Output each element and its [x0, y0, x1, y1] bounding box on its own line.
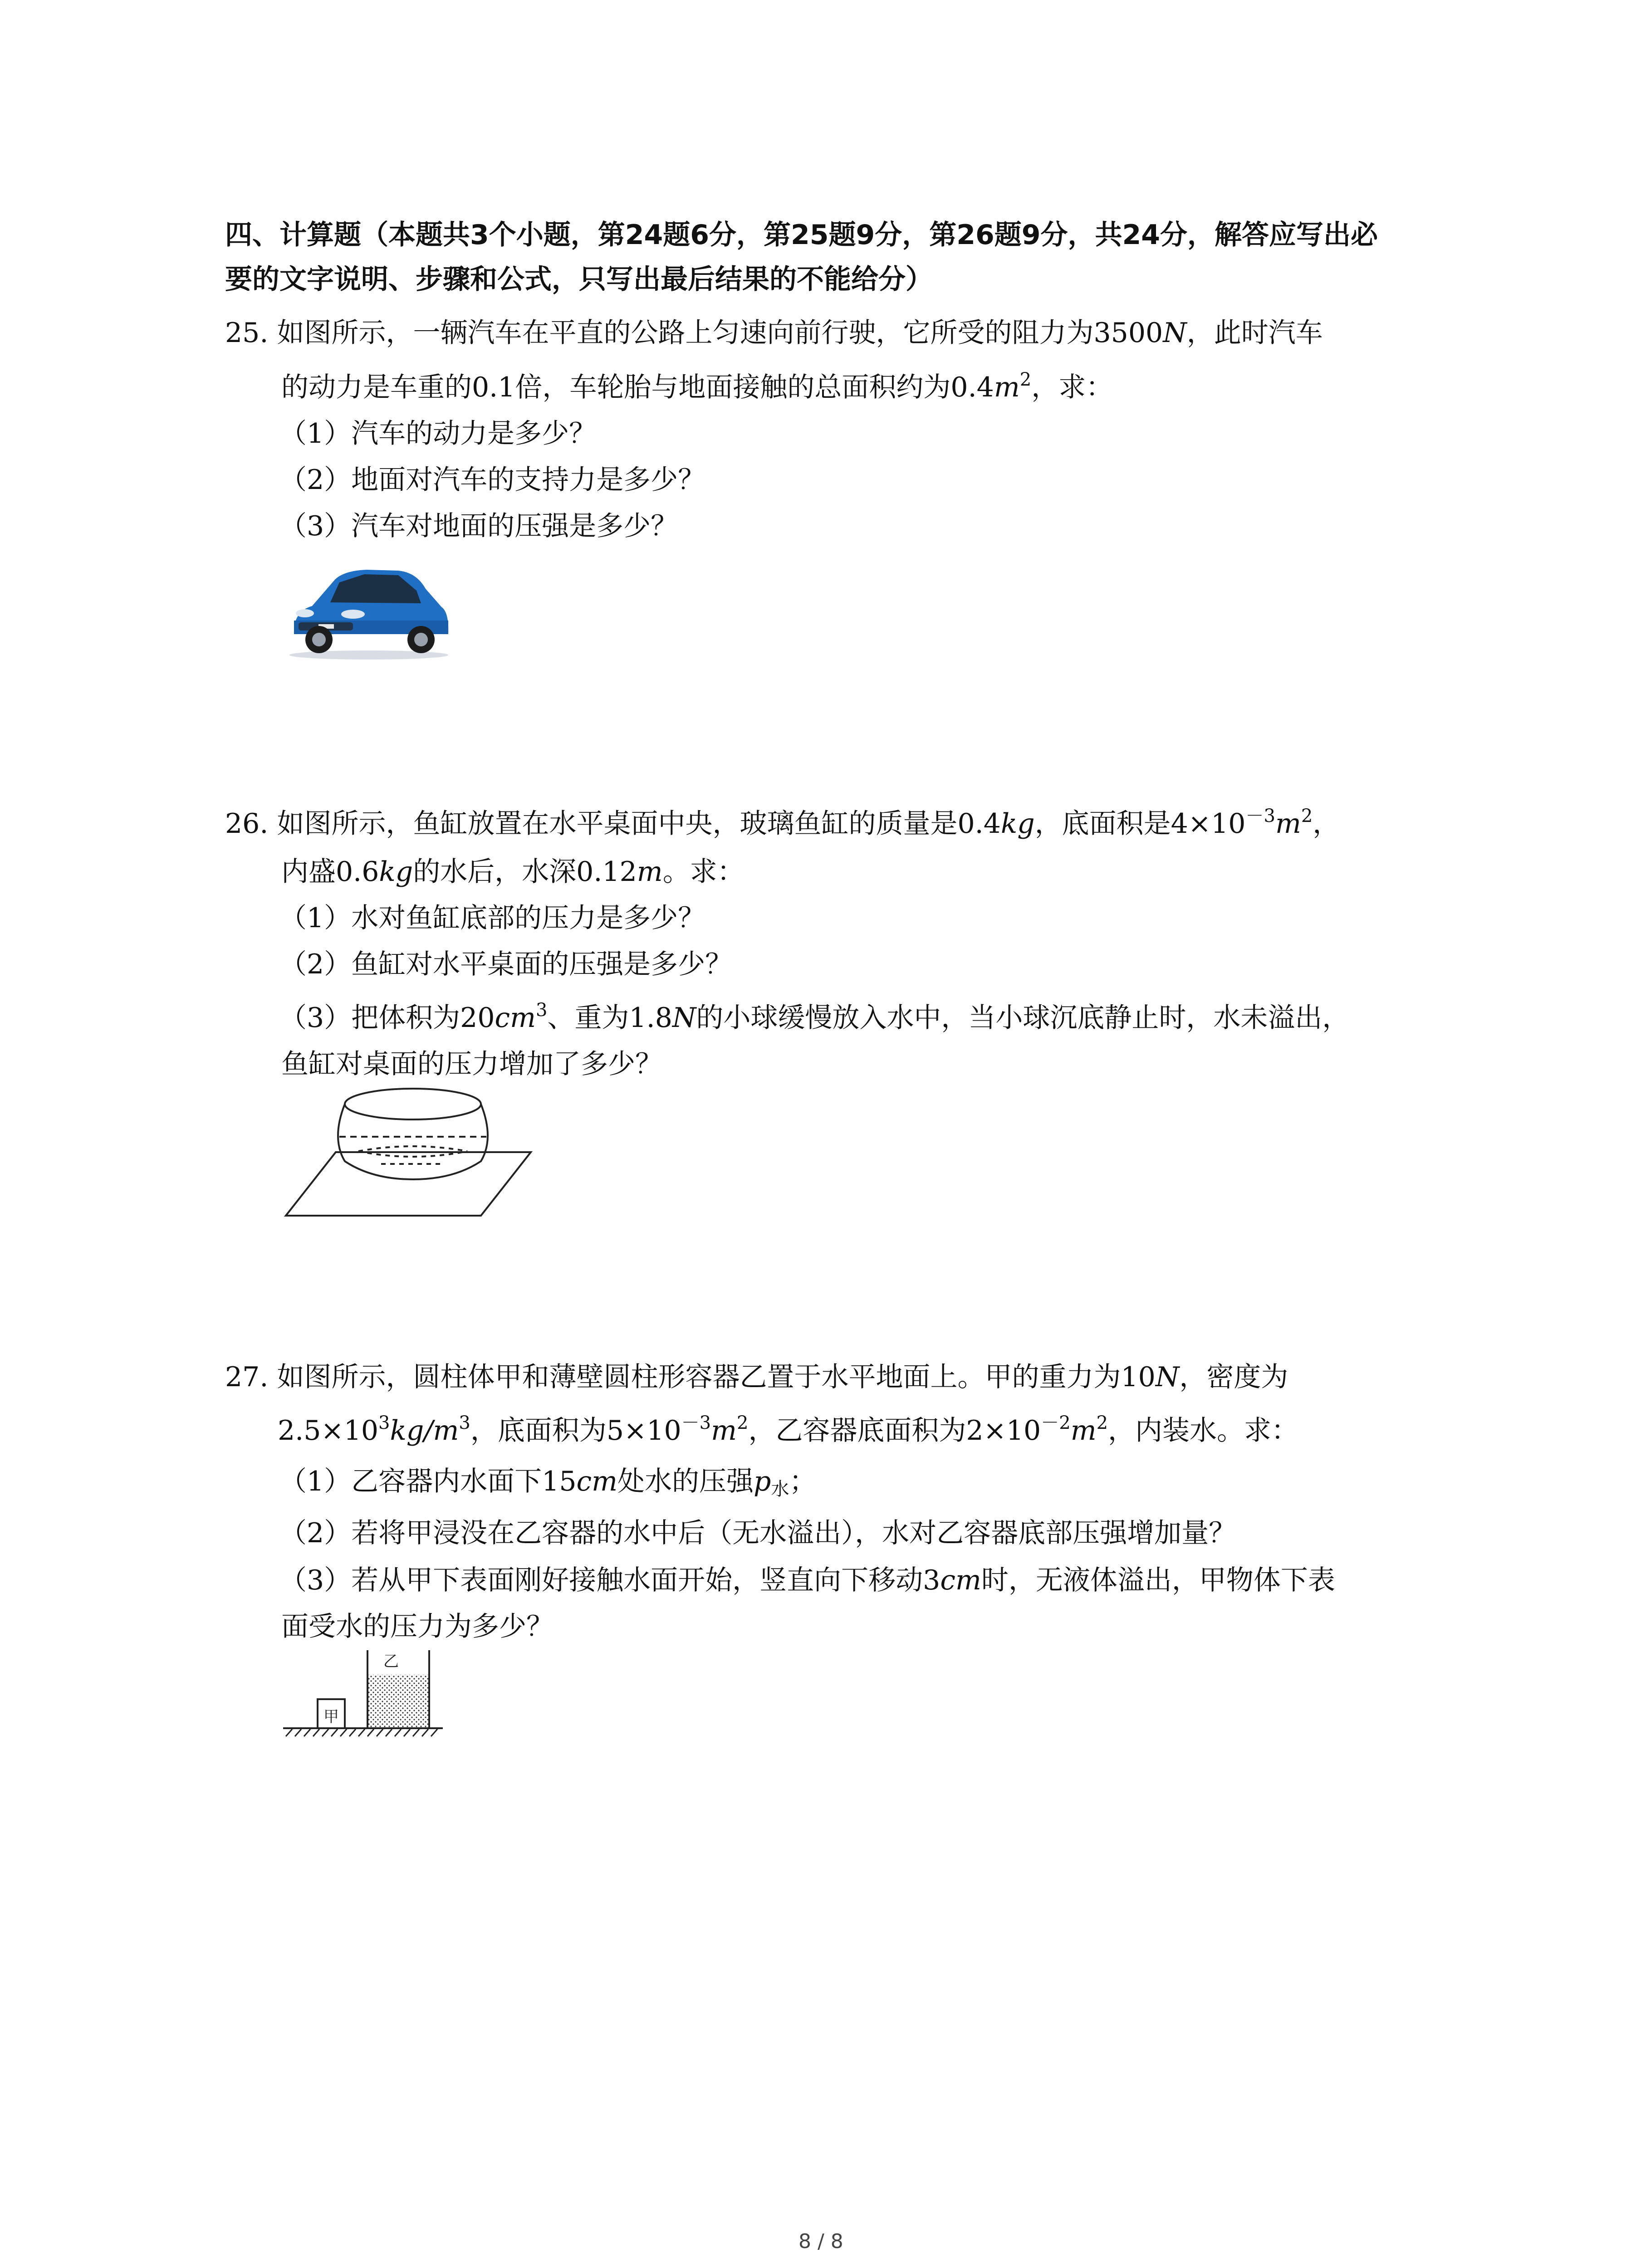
- exponent: 2: [1019, 369, 1032, 390]
- subscript: 水: [771, 1479, 789, 1500]
- q27-text: 2.5×10: [278, 1415, 379, 1447]
- section-title-line2: 要的文字说明、步骤和公式，只写出最后结果的不能给分）: [225, 264, 933, 295]
- q27-text: 时，无液体溢出，甲物体下表: [981, 1564, 1335, 1596]
- q27-text: ；: [789, 1466, 817, 1497]
- q25-text: 如图所示，一辆汽车在平直的公路上匀速向前行驶，它所受的阻力为3500: [277, 317, 1163, 349]
- q27-text: ，底面积为5×10: [470, 1415, 681, 1447]
- unit: kg: [379, 856, 413, 888]
- q26-text: 。求：: [662, 856, 745, 888]
- q27-text: ，乙容器底面积为2×10: [748, 1415, 1041, 1447]
- unit: cm: [495, 1002, 536, 1034]
- section-title-line1: 四、计算题（本题共3个小题，第24题6分，第25题9分，第26题9分，共24分，解答应写出必: [225, 219, 1378, 251]
- q26-text: 、重为1.8: [547, 1002, 672, 1034]
- q25-stem-line1: [225, 315, 1323, 351]
- q26-part2: （2）鱼缸对水平桌面的压强是多少？: [279, 948, 733, 980]
- q25-text: ，求：: [1031, 371, 1113, 403]
- fish-tank-figure: [281, 1084, 535, 1220]
- q25-part1: （1）汽车的动力是多少？: [279, 418, 597, 450]
- unit: cm: [576, 1466, 618, 1497]
- exponent: 2: [736, 1413, 749, 1433]
- unit: m: [1070, 1415, 1097, 1447]
- unit: m: [994, 371, 1020, 403]
- q27-part2: （2）若将甲浸没在乙容器的水中后（无水溢出），水对乙容器底部压强增加量？: [279, 1517, 1236, 1549]
- q26-part1: （1）水对鱼缸底部的压力是多少？: [279, 902, 705, 934]
- q26-text: 内盛0.6: [281, 856, 379, 888]
- q27-text: 处水的压强: [617, 1466, 754, 1497]
- q25-text: ，此时汽车: [1186, 317, 1323, 349]
- page-number: 8 / 8: [798, 2230, 843, 2253]
- cylinder-container-figure: [281, 1646, 445, 1741]
- q26-text: 的水后，水深0.12: [413, 856, 637, 888]
- unit: N: [1163, 317, 1187, 349]
- car-image: [285, 552, 453, 661]
- unit: cm: [940, 1564, 981, 1596]
- q26-number: 26.: [225, 808, 269, 840]
- q27-stem-line1: [225, 1359, 1288, 1395]
- q27-part3-line2: 面受水的压力为多少？: [281, 1611, 554, 1642]
- exponent: 3: [536, 1000, 548, 1021]
- unit: N: [672, 1002, 696, 1034]
- q26-stem-line2: [281, 854, 745, 890]
- q25-part2: （2）地面对汽车的支持力是多少？: [279, 464, 705, 496]
- q27-number: 27.: [225, 1361, 269, 1393]
- unit: m: [711, 1415, 737, 1447]
- unit: kg: [1000, 808, 1035, 840]
- q25-part3: （3）汽车对地面的压强是多少？: [279, 510, 678, 542]
- q27-text: 如图所示，圆柱体甲和薄壁圆柱形容器乙置于水平地面上。甲的重力为10: [277, 1361, 1156, 1393]
- q25-number: 25.: [225, 317, 269, 349]
- unit: kg/m: [390, 1415, 459, 1447]
- q26-text: ，底面积是4×10: [1034, 808, 1246, 840]
- exponent: 3: [378, 1413, 390, 1433]
- exponent: －2: [1041, 1413, 1071, 1433]
- label-jia: 甲: [323, 1708, 339, 1726]
- q26-stem-line1: [225, 806, 1340, 842]
- exponent: 2: [1301, 806, 1313, 826]
- q27-text: （3）若从甲下表面刚好接触水面开始，竖直向下移动3: [279, 1564, 941, 1596]
- q26-part3-line2: 鱼缸对桌面的压力增加了多少？: [281, 1048, 662, 1080]
- q26-text: 如图所示，鱼缸放置在水平桌面中央，玻璃鱼缸的质量是0.4: [277, 808, 1001, 840]
- q26-text: 的小球缓慢放入水中，当小球沉底静止时，水未溢出，: [696, 1002, 1350, 1034]
- exponent: －3: [681, 1413, 711, 1433]
- symbol: p: [754, 1466, 771, 1497]
- unit: N: [1155, 1361, 1180, 1393]
- exponent: 2: [1096, 1413, 1108, 1433]
- q25-text: 的动力是车重的0.1倍，车轮胎与地面接触的总面积约为0.4: [281, 371, 994, 403]
- q26-text: （3）把体积为20: [279, 1002, 495, 1034]
- unit: m: [637, 856, 663, 888]
- q26-text: ，: [1313, 808, 1340, 840]
- q27-part1: [279, 1463, 816, 1500]
- exponent: －3: [1245, 806, 1275, 826]
- q27-text: ，内装水。求：: [1108, 1415, 1299, 1447]
- q25-stem-line2: [281, 369, 1113, 406]
- q26-part3-line1: [279, 1000, 1349, 1036]
- q27-part3-line1: [279, 1562, 1335, 1598]
- unit: m: [1275, 808, 1301, 840]
- q27-text: （1）乙容器内水面下15: [279, 1466, 577, 1497]
- q27-stem-line2: [278, 1413, 1298, 1449]
- q27-text: ，密度为: [1179, 1361, 1288, 1393]
- label-yi: 乙: [383, 1652, 399, 1671]
- exponent: 3: [459, 1413, 470, 1433]
